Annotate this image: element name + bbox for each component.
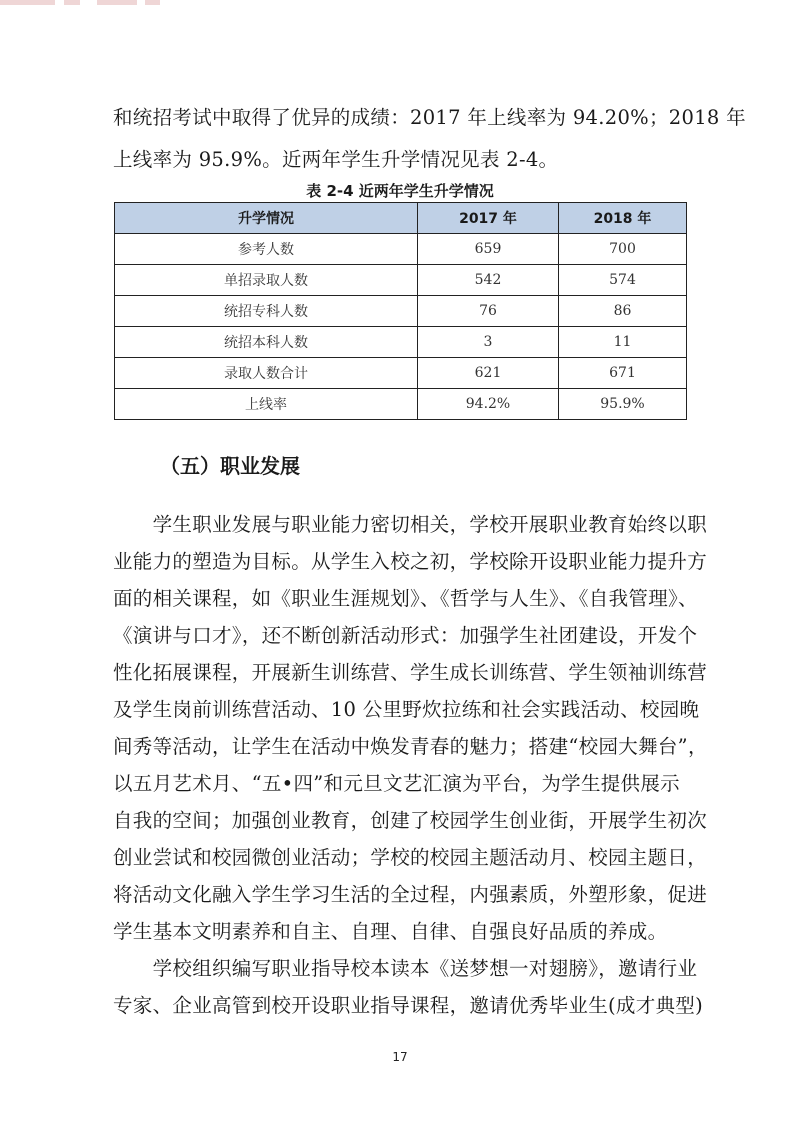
- body-line: 自我的空间；加强创业教育，创建了校园学生创业街，开展学生初次: [113, 809, 708, 832]
- table-row: [115, 389, 687, 420]
- intro-line: 上线率为 95.9%。近两年学生升学情况见表 2-4。: [113, 148, 559, 171]
- cell-2018: 95.9%: [559, 389, 687, 420]
- header-cell: 2017 年: [418, 203, 559, 234]
- body-line: 业能力的塑造为目标。从学生入校之初，学校除开设职业能力提升方: [113, 550, 708, 573]
- cell-2017: 659: [418, 234, 559, 265]
- body-line: 将活动文化融入学生学习生活的全过程，内强素质，外塑形象，促进: [113, 883, 708, 906]
- row-label: 统招专科人数: [115, 296, 418, 327]
- cell-2018: 671: [559, 358, 687, 389]
- table-row: [115, 327, 687, 358]
- row-label: 单招录取人数: [115, 265, 418, 296]
- body-line: 创业尝试和校园微创业活动；学校的校园主题活动月、校园主题日，: [113, 846, 708, 869]
- row-label: 录取人数合计: [115, 358, 418, 389]
- enrollment-table: [114, 202, 687, 420]
- body-line: 《演讲与口才》，还不断创新活动形式：加强学生社团建设，开发个: [113, 624, 698, 647]
- body-line: 性化拓展课程，开展新生训练营、学生成长训练营、学生领袖训练营: [113, 661, 708, 684]
- body-line: 以五月艺术月、“五•四”和元旦文艺汇演为平台，为学生提供展示: [113, 772, 680, 795]
- page-number: 17: [392, 1050, 408, 1064]
- table-row: [115, 358, 687, 389]
- table-caption: 表 2-4 近两年学生升学情况: [306, 182, 494, 200]
- cell-2017: 542: [418, 265, 559, 296]
- cell-2018: 574: [559, 265, 687, 296]
- table-row: [115, 265, 687, 296]
- table-header-row: [115, 203, 687, 234]
- row-label: 统招本科人数: [115, 327, 418, 358]
- cell-2018: 700: [559, 234, 687, 265]
- cell-2017: 76: [418, 296, 559, 327]
- header-cell: 2018 年: [559, 203, 687, 234]
- cell-2017: 94.2%: [418, 389, 559, 420]
- cell-2017: 3: [418, 327, 559, 358]
- header-watermark: [0, 0, 165, 6]
- intro-line: 和统招考试中取得了优异的成绩：2017 年上线率为 94.20%；2018 年: [113, 106, 746, 129]
- cell-2017: 621: [418, 358, 559, 389]
- body-line: 学生职业发展与职业能力密切相关，学校开展职业教育始终以职: [113, 513, 708, 536]
- cell-2018: 11: [559, 327, 687, 358]
- section-heading: （五）职业发展: [160, 454, 300, 478]
- body-line: 学校组织编写职业指导校本读本《送梦想一对翅膀》，邀请行业: [113, 957, 698, 980]
- table-row: [115, 296, 687, 327]
- cell-2018: 86: [559, 296, 687, 327]
- body-line: 专家、企业高管到校开设职业指导课程，邀请优秀毕业生(成才典型): [113, 994, 704, 1017]
- row-label: 上线率: [115, 389, 418, 420]
- body-line: 面的相关课程，如《职业生涯规划》、《哲学与人生》、《自我管理》、: [113, 587, 698, 610]
- body-line: 间秀等活动，让学生在活动中焕发青春的魅力；搭建“校园大舞台”，: [113, 735, 708, 758]
- header-cell: 升学情况: [115, 203, 418, 234]
- table-row: [115, 234, 687, 265]
- body-line: 学生基本文明素养和自主、自理、自律、自强良好品质的养成。: [113, 920, 668, 943]
- body-line: 及学生岗前训练营活动、10 公里野炊拉练和社会实践活动、校园晚: [113, 698, 700, 721]
- row-label: 参考人数: [115, 234, 418, 265]
